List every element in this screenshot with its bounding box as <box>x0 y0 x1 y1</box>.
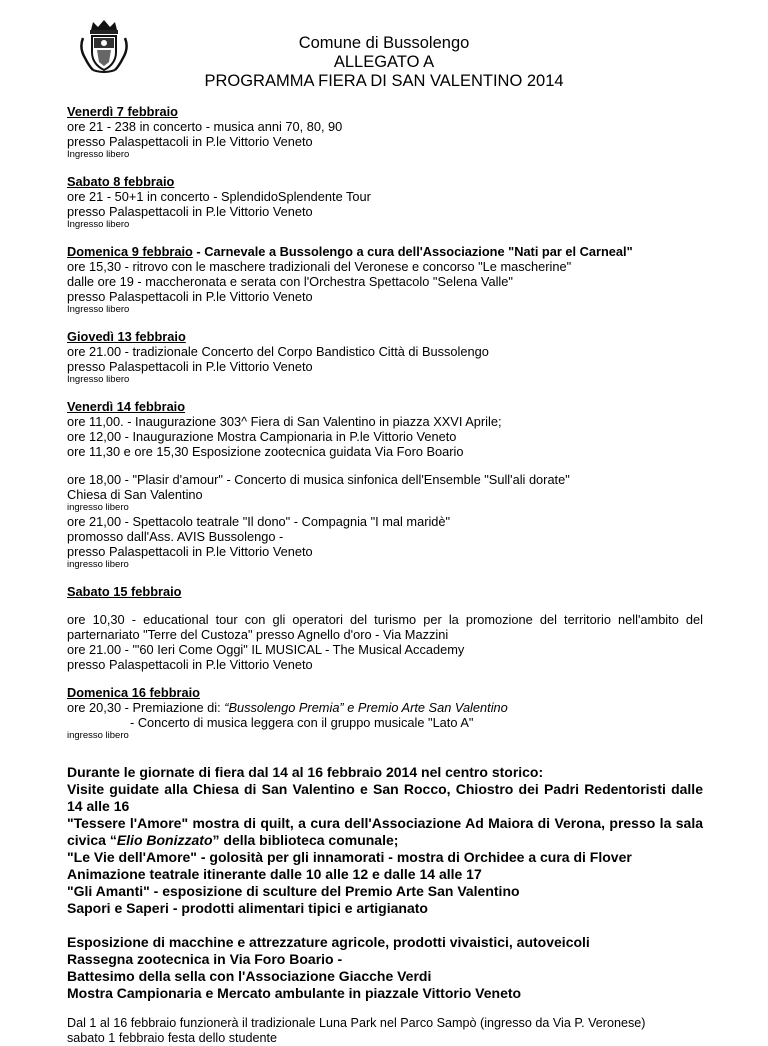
event-block-thu13 <box>67 329 703 386</box>
municipality-name: Comune di Bussolengo <box>298 34 470 52</box>
fair-item: Sapori e Saperi - prodotti alimentari tipici e artigianato <box>67 900 428 916</box>
event-line: promosso dall'Ass. AVIS Bussolengo - <box>67 529 284 544</box>
event-day-heading: Giovedì 13 febbraio <box>67 329 186 344</box>
event-line: ore 21.00 - tradizionale Concerto del Corpo Bandistico Città di Bussolengo <box>67 344 489 359</box>
award-names: “Bussolengo Premia” e Premio Arte San Valentino <box>224 700 508 715</box>
event-heading-line <box>67 244 703 259</box>
entry-note: ingresso libero <box>67 559 129 570</box>
event-line: ore 11,30 e ore 15,30 Esposizione zootecnica guidata Via Foro Boario <box>67 444 464 459</box>
event-block-sat15 <box>67 584 703 672</box>
event-line <box>67 700 703 715</box>
event-line: ore 21 - 50+1 in concerto - SplendidoSplendente Tour <box>67 189 371 204</box>
event-venue: presso Palaspettacoli in P.le Vittorio Veneto <box>67 544 313 559</box>
student-day-note: sabato 1 febbraio festa dello studente <box>67 1031 278 1045</box>
luna-park-note: Dal 1 al 16 febbraio funzionerà il tradizionale Luna Park nel Parco Sampò (ingresso da Via P. Veronese) <box>67 1016 646 1030</box>
entry-note: Ingresso libero <box>67 219 130 230</box>
fair-heading: Durante le giornate di fiera dal 14 al 16 febbraio 2014 nel centro storico: <box>67 764 544 780</box>
event-line: ore 21.00 - "'60 Ieri Come Oggi" IL MUSICAL - The Musical Accademy <box>67 642 465 657</box>
exhibition-item: Esposizione di macchine e attrezzature agricole, prodotti vivaistici, autoveicoli <box>67 934 590 950</box>
event-block-sun9 <box>67 244 703 316</box>
event-title: - Carnevale a Bussolengo a cura dell'Associazione "Nati par el Carneal" <box>192 244 633 259</box>
event-line-prefix: ore 20,30 - Premiazione di: <box>67 700 225 715</box>
exhibitions-section <box>67 934 703 1002</box>
footer-notes <box>67 1016 703 1046</box>
event-block-fri7 <box>67 104 703 161</box>
event-block-fri14 <box>67 399 703 571</box>
entry-note: Ingresso libero <box>67 149 130 160</box>
event-venue: presso Palaspettacoli in P.le Vittorio Veneto <box>67 289 313 304</box>
hall-name: Elio Bonizzato <box>116 832 213 848</box>
exhibition-item: Mostra Campionaria e Mercato ambulante in piazzale Vittorio Veneto <box>67 985 522 1001</box>
event-block-sun16 <box>67 685 703 742</box>
fair-item: Visite guidate alla Chiesa di San Valentino e San Rocco, Chiostro dei Padri Redentoristi dalle 14 alle 16 <box>67 781 703 814</box>
event-day-heading: Venerdì 7 febbraio <box>67 104 178 119</box>
fair-item-text: ” della biblioteca comunale; <box>212 832 399 848</box>
event-line: ore 10,30 - educational tour con gli operatori del turismo per la promozione del territorio nell'ambito del parternariato "Terre del Custoza" presso Agnello d'oro - Via Mazzini <box>67 612 703 642</box>
fair-item <box>67 815 703 849</box>
event-line: ore 21 - 238 in concerto - musica anni 70, 80, 90 <box>67 119 343 134</box>
fair-item-text: "Tessere l'Amore" mostra di quilt, a cura dell'Associazione Ad Maiora di Verona, presso la sala civica “ <box>67 815 703 848</box>
event-venue: presso Palaspettacoli in P.le Vittorio Veneto <box>67 359 313 374</box>
program-content <box>67 104 703 1046</box>
event-venue: presso Palaspettacoli in P.le Vittorio Veneto <box>67 204 313 219</box>
event-line: ore 15,30 - ritrovo con le maschere tradizionali del Veronese e concorso "Le mascherine" <box>67 259 572 274</box>
event-day-heading: Domenica 16 febbraio <box>67 685 200 700</box>
entry-note: ingresso libero <box>67 502 129 513</box>
event-line: - Concerto di musica leggera con il gruppo musicale "Lato A" <box>130 715 474 730</box>
attachment-label: ALLEGATO A <box>333 53 435 71</box>
event-venue: presso Palaspettacoli in P.le Vittorio Veneto <box>67 134 313 149</box>
event-day-heading: Venerdì 14 febbraio <box>67 399 186 414</box>
event-line: ore 21,00 - Spettacolo teatrale "Il dono" - Compagnia "I mal maridè" <box>67 514 451 529</box>
event-day-heading: Domenica 9 febbraio <box>67 244 193 259</box>
fair-item: "Le Vie dell'Amore" - golosità per gli innamorati - mostra di Orchidee a cura di Flover <box>67 849 632 865</box>
entry-note: Ingresso libero <box>67 374 130 385</box>
event-day-heading: Sabato 15 febbraio <box>67 584 182 599</box>
document-header <box>0 34 768 91</box>
program-title: PROGRAMMA FIERA DI SAN VALENTINO 2014 <box>204 72 564 90</box>
event-line: dalle ore 19 - maccheronata e serata con l'Orchestra Spettacolo "Selena Valle" <box>67 274 513 289</box>
exhibition-item: Battesimo della sella con l'Associazione Giacche Verdi <box>67 968 432 984</box>
event-line: ore 12,00 - Inaugurazione Mostra Campionaria in P.le Vittorio Veneto <box>67 429 457 444</box>
fair-item: "Gli Amanti" - esposizione di sculture del Premio Arte San Valentino <box>67 883 520 899</box>
fair-item: Animazione teatrale itinerante dalle 10 alle 12 e dalle 14 alle 17 <box>67 866 482 882</box>
fair-days-section <box>67 764 703 917</box>
event-line: ore 11,00. - Inaugurazione 303^ Fiera di San Valentino in piazza XXVI Aprile; <box>67 414 502 429</box>
event-day-heading: Sabato 8 febbraio <box>67 174 175 189</box>
event-block-sat8 <box>67 174 703 231</box>
entry-note: Ingresso libero <box>67 304 130 315</box>
event-venue: presso Palaspettacoli in P.le Vittorio Veneto <box>67 657 313 672</box>
exhibition-item: Rassegna zootecnica in Via Foro Boario - <box>67 951 343 967</box>
event-line: ore 18,00 - "Plasir d'amour" - Concerto di musica sinfonica dell'Ensemble "Sull'ali dorate" <box>67 472 570 487</box>
entry-note: ingresso libero <box>67 730 129 741</box>
event-venue: Chiesa di San Valentino <box>67 487 203 502</box>
